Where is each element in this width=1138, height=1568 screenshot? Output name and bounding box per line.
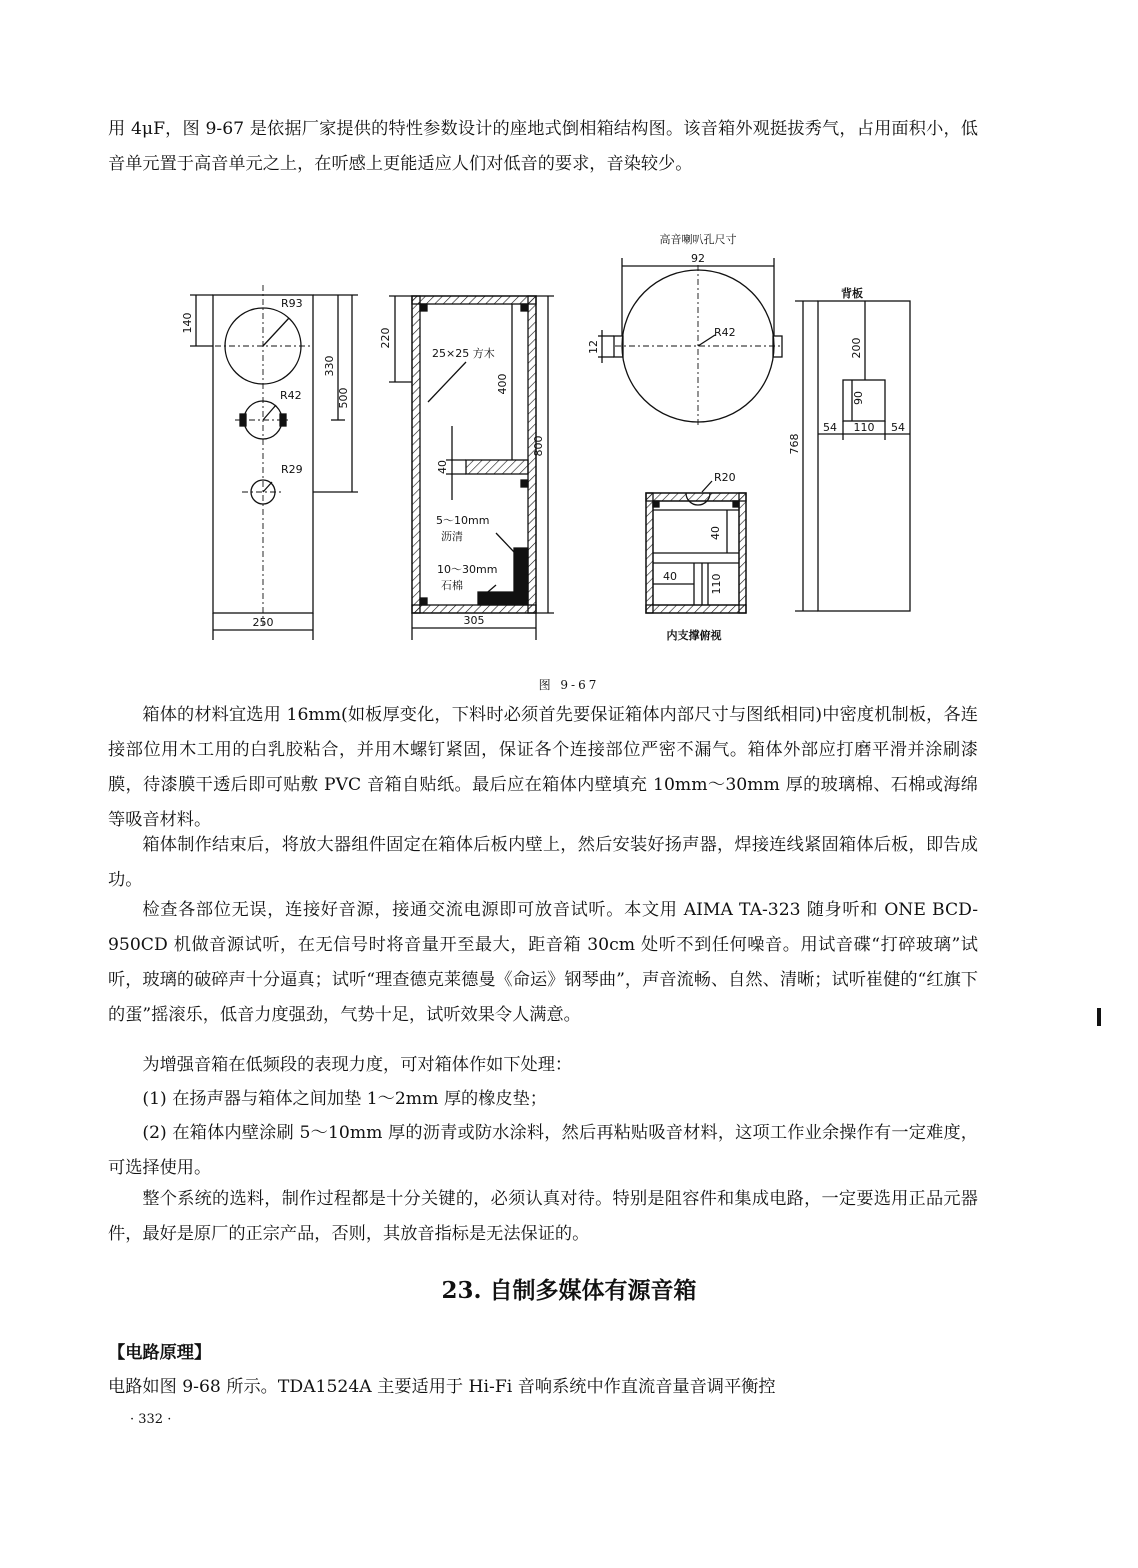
tweeter-detail-title: 高音喇叭孔尺寸 xyxy=(659,233,737,246)
label-220: 220 xyxy=(379,327,392,349)
figure-9-67 xyxy=(0,0,1138,700)
asbestos-fill xyxy=(478,548,528,605)
r42-leader xyxy=(263,405,276,420)
figure-caption: 图 9-67 xyxy=(538,678,600,692)
label-140: 140 xyxy=(181,312,194,334)
label-110-back: 110 xyxy=(853,421,875,434)
label-40a: 40 xyxy=(663,570,677,583)
label-54-left: 54 xyxy=(823,421,837,434)
paragraph-assembly: 箱体制作结束后，将放大器组件固定在箱体后板内壁上，然后安装好扬声器，焊接连线紧固箱体后板，即告成功。 xyxy=(108,835,978,890)
back-panel xyxy=(788,286,910,611)
brace-r-leader xyxy=(702,481,712,492)
label-400: 400 xyxy=(496,373,509,395)
mid-block xyxy=(521,480,528,487)
tweeter-detail xyxy=(587,232,782,428)
label-40-section: 40 xyxy=(436,460,449,474)
label-r42-tweeter: R42 xyxy=(714,326,736,339)
label-250: 250 xyxy=(252,616,274,629)
corner-block-tr xyxy=(521,304,528,311)
bottom-wall xyxy=(412,605,536,613)
r29-leader xyxy=(263,482,272,492)
label-305: 305 xyxy=(463,614,485,627)
front-view xyxy=(181,285,358,640)
label-54-right: 54 xyxy=(891,421,905,434)
label-12: 12 xyxy=(587,340,600,354)
tweeter-r-leader xyxy=(698,335,715,346)
page-number: · 332 · xyxy=(130,1412,172,1427)
label-500: 500 xyxy=(337,387,350,409)
paragraph-circuit: 电路如图 9-68 所示。TDA1524A 主要适用于 Hi-Fi 音响系统中作直流音量音调平衡控 xyxy=(108,1377,776,1397)
port-baffle xyxy=(466,460,528,474)
label-800: 800 xyxy=(532,435,545,457)
label-110-brace: 110 xyxy=(710,573,723,595)
center-lines xyxy=(215,285,311,625)
label-asphalt-2: 沥清 xyxy=(441,530,463,543)
top-wall xyxy=(412,296,536,304)
label-asbestos-1: 10～30mm xyxy=(437,563,498,576)
label-wood: 25×25 方木 xyxy=(432,347,495,360)
label-asbestos-2: 石棉 xyxy=(441,579,463,592)
subheading-circuit-principle: 【电路原理】 xyxy=(108,1343,212,1363)
label-r29: R29 xyxy=(281,463,303,476)
paragraph-low-freq: 为增强音箱在低频段的表现力度，可对箱体作如下处理： xyxy=(142,1055,573,1075)
corner-block-bl xyxy=(420,598,427,605)
label-330: 330 xyxy=(323,355,336,377)
section-view xyxy=(379,296,554,640)
brace-caption: 内支撑俯视 xyxy=(666,629,722,642)
label-asphalt-1: 5～10mm xyxy=(436,514,490,527)
label-92: 92 xyxy=(691,252,705,265)
paragraph-listening-test: 检查各部位无误，连接好音源，接通交流电源即可放音试听。本文用 AIMA TA-323 随身听和 ONE BCD-950CD 机做音源试听，在无信号时将音量开至最大，距音箱 30cm 处听不到任何噪音。用试音碟“打碎玻璃”试听，玻璃的破碎声十分逼真；试听“理查德克莱德曼《命运》钢琴曲”，声音流畅、自然、清晰；试听崔健的“红旗下的蛋”摇滚乐，低音力度强劲，气势十足，试听效果令人满意。 xyxy=(108,900,978,1025)
label-40b: 40 xyxy=(709,526,722,540)
back-panel-title: 背板 xyxy=(841,287,863,300)
label-200: 200 xyxy=(850,337,863,359)
corner-block-tl xyxy=(420,304,427,311)
r93-leader xyxy=(263,318,289,346)
label-r20: R20 xyxy=(714,471,736,484)
asphalt-leader xyxy=(496,533,515,553)
intro-paragraph: 用 4μF，图 9-67 是依据厂家提供的特性参数设计的座地式倒相箱结构图。该音箱外观挺拔秀气，占用面积小，低音单元置于高音单元之上，在听感上更能适应人们对低音的要求，音染较少。 xyxy=(108,119,978,174)
left-wall xyxy=(412,296,420,613)
label-r42-front: R42 xyxy=(280,389,302,402)
back-panel-outline xyxy=(818,301,910,611)
label-90: 90 xyxy=(852,391,865,405)
paragraph-step-2: (2) 在箱体内壁涂刷 5～10mm 厚的沥青或防水涂料，然后再粘贴吸音材料，这项工作业余操作有一定难度，可选择使用。 xyxy=(108,1123,978,1178)
label-768: 768 xyxy=(788,433,801,455)
label-r93: R93 xyxy=(281,297,303,310)
margin-mark xyxy=(1097,1008,1101,1026)
brace-view xyxy=(646,471,746,642)
section-title: 23. 自制多媒体有源音箱 xyxy=(441,1277,697,1304)
paragraph-conclusion: 整个系统的选料，制作过程都是十分关键的，必须认真对待。特别是阻容件和集成电路，一定要选用正品元器件，最好是原厂的正宗产品，否则，其放音指标是无法保证的。 xyxy=(108,1189,978,1244)
wood-leader xyxy=(428,362,466,402)
paragraph-materials: 箱体的材料宜选用 16mm(如板厚变化，下料时必须首先要保证箱体内部尺寸与图纸相同)中密度机制板，各连接部位用木工用的白乳胶粘合，并用木螺钉紧固，保证各个连接部位严密不漏气。箱体外部应打磨平滑并涂刷漆膜，待漆膜干透后即可贴敷 PVC 音箱自贴纸。最后应在箱体内壁填充 10mm～30mm 厚的玻璃棉、石棉或海绵等吸音材料。 xyxy=(108,705,978,830)
paragraph-step-1: (1) 在扬声器与箱体之间加垫 1～2mm 厚的橡皮垫； xyxy=(142,1089,547,1109)
